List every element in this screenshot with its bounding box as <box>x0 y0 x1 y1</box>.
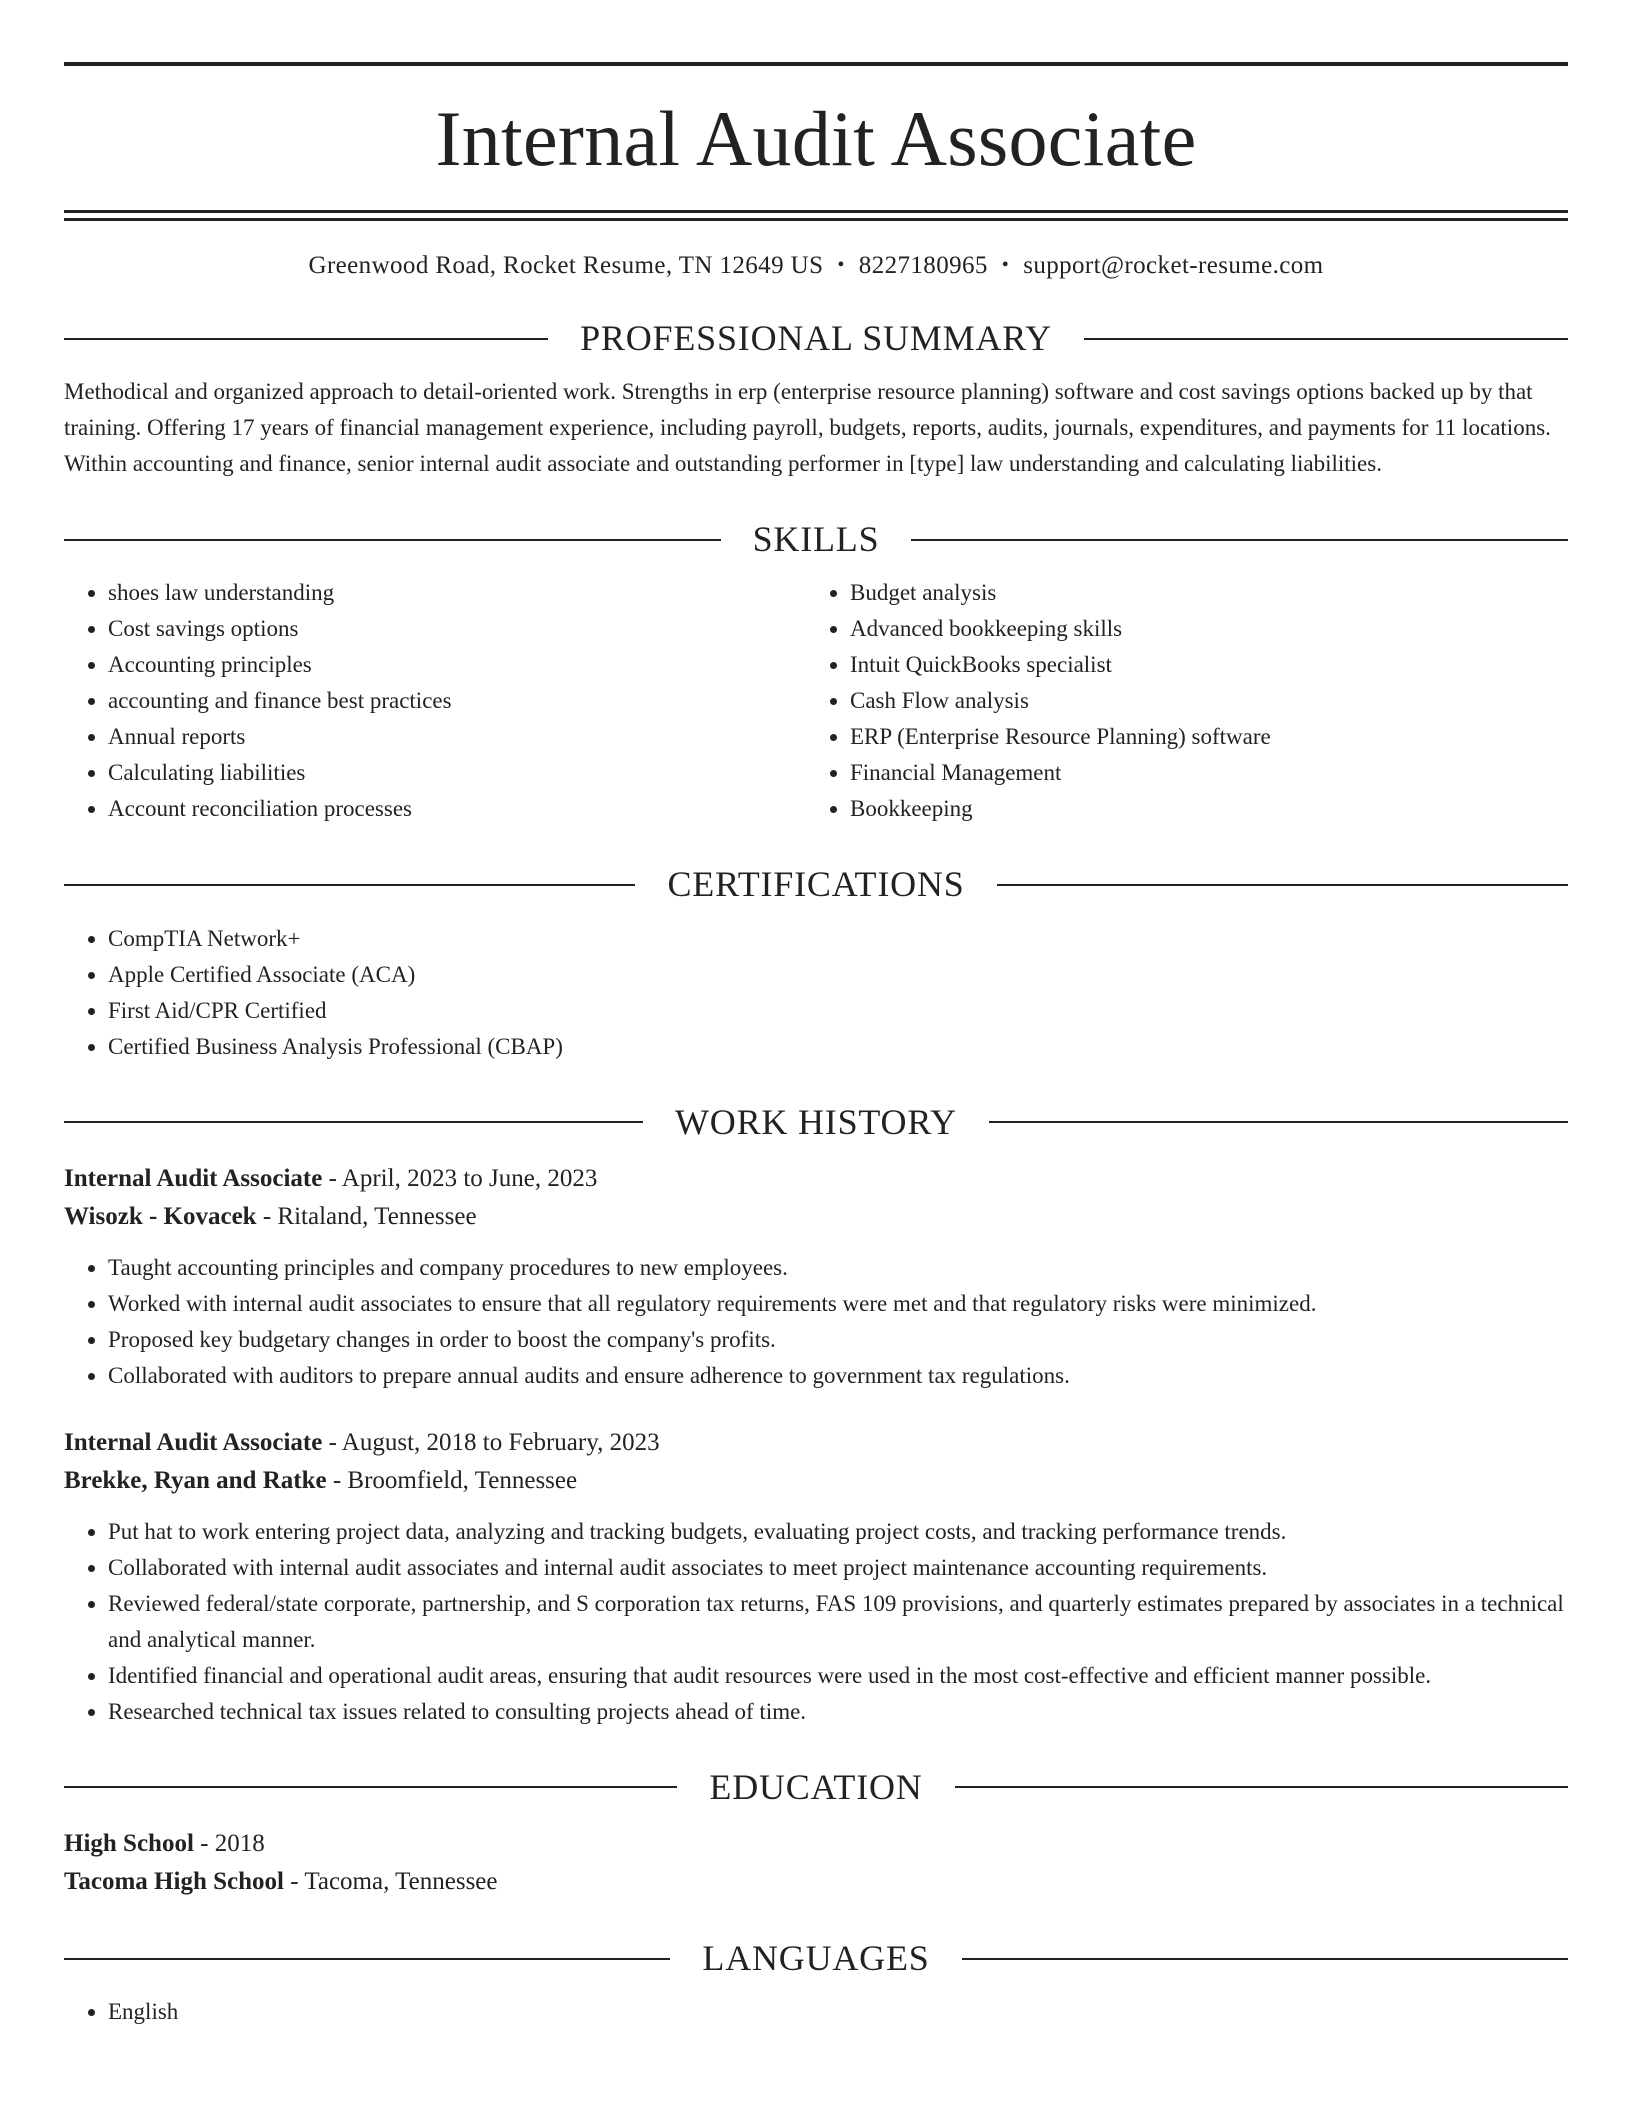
skill-item: • ERP (Enterprise Resource Planning) software <box>850 719 1548 755</box>
top-rule <box>64 62 1568 66</box>
job-role: Internal Audit Associate <box>64 1428 323 1456</box>
skill-item: • Intuit QuickBooks specialist <box>850 647 1548 683</box>
skills-list-right <box>806 575 1548 827</box>
contact-address: Greenwood Road, Rocket Resume, TN 12649 US <box>308 252 824 279</box>
skill-item: • Cost savings options <box>108 611 806 647</box>
certifications-list <box>64 921 1568 1065</box>
job-bullets <box>64 1514 1568 1730</box>
education-entry <box>64 1825 1568 1901</box>
job-bullets <box>64 1250 1568 1394</box>
job-dates: - August, 2018 to February, 2023 <box>322 1428 660 1456</box>
contact-phone: 8227180965 <box>858 252 988 279</box>
job-entry <box>64 1424 1568 1730</box>
education-school-line <box>64 1863 1568 1901</box>
section-header-education <box>64 1766 1568 1809</box>
education-location: - Tacoma, Tennessee <box>283 1867 498 1895</box>
skill-item: • Account reconciliation processes <box>108 791 806 827</box>
section-rule <box>64 1786 677 1788</box>
section-rule <box>64 1121 643 1123</box>
job-role-line <box>64 1424 1568 1462</box>
section-rule <box>989 1121 1568 1123</box>
section-header-languages <box>64 1937 1568 1980</box>
section-header-certifications <box>64 863 1568 906</box>
section-rule <box>64 1958 670 1960</box>
skills-list-left <box>64 575 806 827</box>
section-rule <box>911 539 1568 541</box>
job-role: Internal Audit Associate <box>64 1164 323 1192</box>
skill-item: • accounting and finance best practices <box>108 683 806 719</box>
education-degree: High School <box>64 1829 194 1857</box>
languages-list <box>64 1994 1568 2030</box>
skill-item: • Financial Management <box>850 755 1548 791</box>
section-rule <box>64 884 635 886</box>
summary-text: Methodical and organized approach to detail-oriented work. Strengths in erp (enterprise resource planning) software and cost savings options backed up by that training. Offering 17 years of financial management experience, including payroll, budgets, reports, audits, journals, expenditures, and payments for 11 locations. Within accounting and finance, senior internal audit associate and outstanding performer in [type] law understanding and calculating liabilities. <box>64 379 1551 477</box>
education-year: - 2018 <box>193 1829 265 1857</box>
job-role-line <box>64 1160 1568 1198</box>
section-header-skills <box>64 518 1568 561</box>
section-rule <box>64 338 548 340</box>
job-bullet: • Reviewed federal/state corporate, partnership, and S corporation tax returns, FAS 109 provisions, and quarterly estimates prepared by associates in a technical and analytical manner. <box>108 1586 1568 1658</box>
contact-line <box>64 251 1568 281</box>
skills-grid <box>64 575 1568 827</box>
job-company: Brekke, Ryan and Ratke <box>64 1466 327 1494</box>
resume-name: Internal Audit Associate <box>435 95 1197 182</box>
job-bullet: • Collaborated with internal audit associates and internal audit associates to meet project maintenance accounting requirements. <box>108 1550 1568 1586</box>
job-location: - Ritaland, Tennessee <box>256 1202 477 1230</box>
skill-item: • Cash Flow analysis <box>850 683 1548 719</box>
section-rule <box>962 1958 1568 1960</box>
section-rule <box>955 1786 1568 1788</box>
job-dates: - April, 2023 to June, 2023 <box>322 1164 598 1192</box>
certification-item: • Apple Certified Associate (ACA) <box>108 957 1568 993</box>
skill-item: • shoes law understanding <box>108 575 806 611</box>
section-rule <box>1084 338 1568 340</box>
job-bullet: • Researched technical tax issues related to consulting projects ahead of time. <box>108 1694 1568 1730</box>
section-title: SKILLS <box>752 519 880 560</box>
job-company-line <box>64 1462 1568 1500</box>
double-rule <box>64 210 1568 221</box>
section-rule <box>997 884 1568 886</box>
skill-item: • Budget analysis <box>850 575 1548 611</box>
skill-item: • Calculating liabilities <box>108 755 806 791</box>
job-bullet: • Proposed key budgetary changes in order to boost the company's profits. <box>108 1322 1568 1358</box>
job-bullet: • Identified financial and operational audit areas, ensuring that audit resources were used in the most cost-effective and efficient manner possible. <box>108 1658 1568 1694</box>
education-school: Tacoma High School <box>64 1867 284 1895</box>
certification-item: • First Aid/CPR Certified <box>108 993 1568 1029</box>
section-title: LANGUAGES <box>702 1937 930 1978</box>
section-header-summary <box>64 317 1568 360</box>
job-company-line <box>64 1198 1568 1236</box>
job-location: - Broomfield, Tennessee <box>326 1466 578 1494</box>
job-bullet: • Put hat to work entering project data, analyzing and tracking budgets, evaluating project costs, and tracking performance trends. <box>108 1514 1568 1550</box>
job-bullet: • Worked with internal audit associates to ensure that all regulatory requirements were met and that regulatory risks were minimized. <box>108 1286 1568 1322</box>
section-title: CERTIFICATIONS <box>667 864 965 905</box>
section-title: WORK HISTORY <box>675 1101 957 1142</box>
job-company: Wisozk - Kovacek <box>64 1202 257 1230</box>
contact-email: support@rocket-resume.com <box>1023 252 1324 279</box>
skill-item: • Annual reports <box>108 719 806 755</box>
section-rule <box>64 539 721 541</box>
section-title: EDUCATION <box>709 1766 923 1807</box>
section-header-work-history <box>64 1101 1568 1144</box>
section-title: PROFESSIONAL SUMMARY <box>580 318 1052 358</box>
certification-item: • CompTIA Network+ <box>108 921 1568 957</box>
certification-item: • Certified Business Analysis Professional (CBAP) <box>108 1029 1568 1065</box>
skill-item: • Bookkeeping <box>850 791 1548 827</box>
job-entry <box>64 1160 1568 1394</box>
job-bullet: • Collaborated with auditors to prepare annual audits and ensure adherence to government tax regulations. <box>108 1358 1568 1394</box>
language-item: • English <box>108 1994 1568 2030</box>
education-degree-line <box>64 1825 1568 1863</box>
contact-separator: • <box>1001 254 1010 276</box>
skill-item: • Accounting principles <box>108 647 806 683</box>
skill-item: • Advanced bookkeeping skills <box>850 611 1548 647</box>
job-bullet: • Taught accounting principles and company procedures to new employees. <box>108 1250 1568 1286</box>
contact-separator: • <box>837 254 845 276</box>
